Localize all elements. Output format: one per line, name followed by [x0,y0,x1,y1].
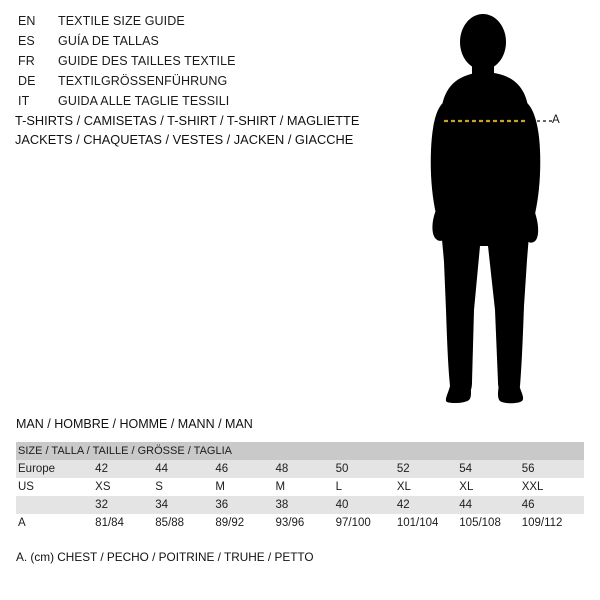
language-code-de: DE [18,74,36,88]
table-header-row [16,442,584,460]
table-header-label: SIZE / TALLA / TAILLE / GRÖSSE / TAGLIA [16,442,584,460]
us-size-6: XL [397,478,459,496]
language-row-es [18,34,388,54]
us-size-7: XL [459,478,521,496]
row-label-numeric [16,496,95,514]
chest-value-5: 97/100 [336,514,397,532]
category-line-jackets: JACKETS / CHAQUETAS / VESTES / JACKEN / GIACCHE [15,132,354,147]
table-row-numeric [16,496,584,514]
europe-size-5: 50 [336,460,397,478]
language-code-es: ES [18,34,35,48]
language-text-es: GUÍA DE TALLAS [58,34,159,48]
language-code-it: IT [18,94,30,108]
numeric-size-6: 42 [397,496,459,514]
europe-size-8: 56 [522,460,584,478]
language-row-en [18,14,388,34]
europe-size-2: 44 [155,460,215,478]
language-header-block [18,14,388,114]
language-row-de [18,74,388,94]
europe-size-7: 54 [459,460,521,478]
us-size-2: S [155,478,215,496]
us-size-5: L [336,478,397,496]
language-text-en: TEXTILE SIZE GUIDE [58,14,185,28]
us-size-1: XS [95,478,155,496]
row-label-europe: Europe [16,460,95,478]
chest-value-8: 109/112 [522,514,584,532]
chest-value-3: 89/92 [215,514,275,532]
numeric-size-1: 32 [95,496,155,514]
europe-size-1: 42 [95,460,155,478]
numeric-size-4: 38 [276,496,336,514]
language-code-en: EN [18,14,36,28]
category-block [15,111,395,149]
chest-value-4: 93/96 [276,514,336,532]
language-code-fr: FR [18,54,35,68]
numeric-size-8: 46 [522,496,584,514]
table-row-europe [16,460,584,478]
category-line-tshirts: T-SHIRTS / CAMISETAS / T-SHIRT / T-SHIRT / MAGLIETTE [15,113,360,128]
europe-size-3: 46 [215,460,275,478]
table-row-us [16,478,584,496]
size-table [16,442,584,532]
europe-size-4: 48 [276,460,336,478]
numeric-size-7: 44 [459,496,521,514]
chest-value-2: 85/88 [155,514,215,532]
europe-size-6: 52 [397,460,459,478]
us-size-3: M [215,478,275,496]
us-size-4: M [276,478,336,496]
chest-value-7: 105/108 [459,514,521,532]
language-row-fr [18,54,388,74]
language-text-it: GUIDA ALLE TAGLIE TESSILI [58,94,230,108]
numeric-size-2: 34 [155,496,215,514]
language-text-de: TEXTILGRÖSSENFÜHRUNG [58,74,228,88]
chest-footnote: A. (cm) CHEST / PECHO / POITRINE / TRUHE / PETTO [16,550,314,564]
male-silhouette-icon [400,10,600,410]
table-row-chest [16,514,584,532]
chest-value-6: 101/104 [397,514,459,532]
measure-label-a: A [552,114,561,126]
body-figure [400,10,600,410]
row-label-us: US [16,478,95,496]
numeric-size-5: 40 [336,496,397,514]
chest-value-1: 81/84 [95,514,155,532]
row-label-chest: A [16,514,95,532]
us-size-8: XXL [522,478,584,496]
gender-heading: MAN / HOMBRE / HOMME / MANN / MAN [16,417,253,431]
numeric-size-3: 36 [215,496,275,514]
language-text-fr: GUIDE DES TAILLES TEXTILE [58,54,236,68]
